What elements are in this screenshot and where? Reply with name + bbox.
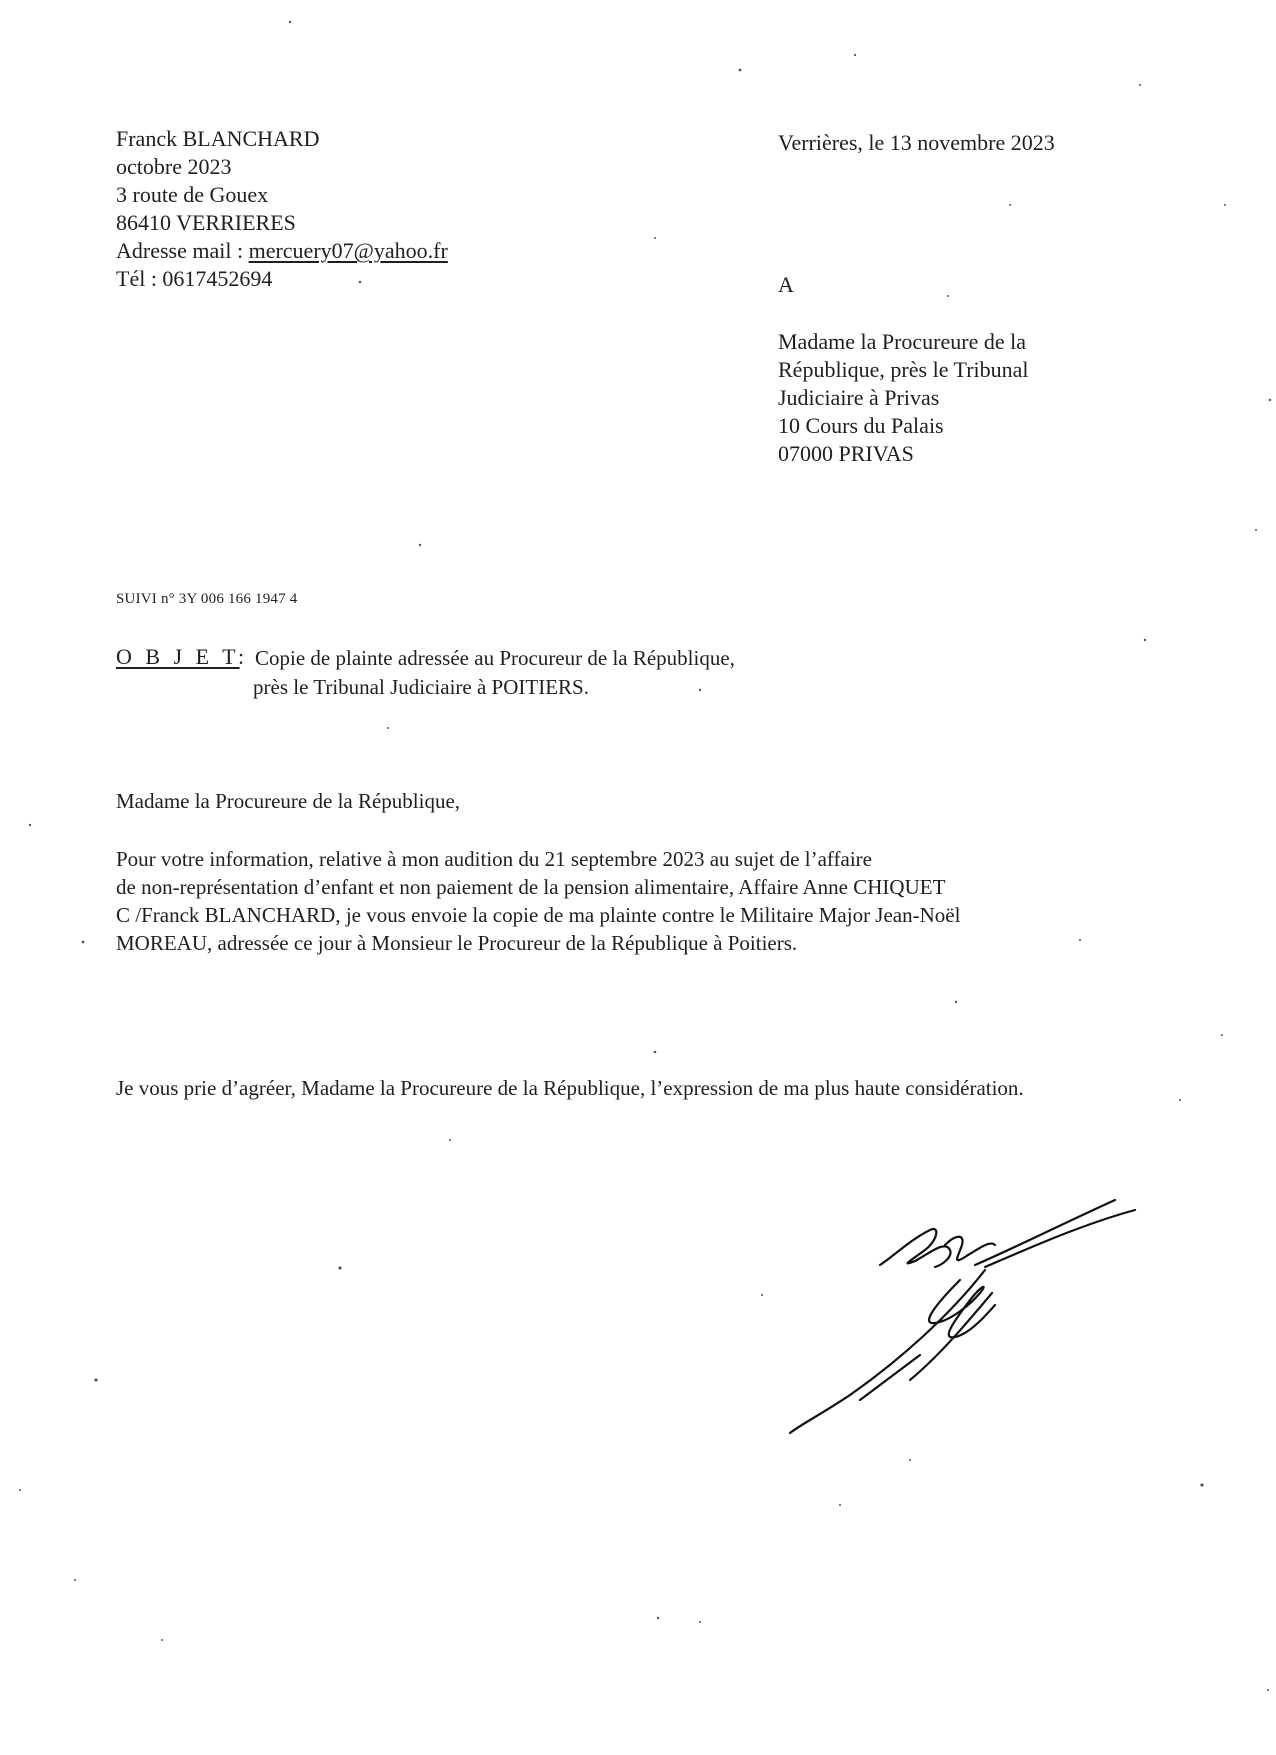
recipient-line: 10 Cours du Palais xyxy=(778,413,944,438)
recipient-line: 07000 PRIVAS xyxy=(778,441,914,466)
sender-phone: Tél : 0617452694 xyxy=(116,266,273,291)
subject-label: O B J E T xyxy=(116,644,240,669)
sender-email-line xyxy=(116,237,448,265)
sender-city: 86410 VERRIERES xyxy=(116,210,296,235)
sender-block xyxy=(116,125,448,293)
recipient-block xyxy=(778,328,1029,468)
sender-street: 3 route de Gouex xyxy=(116,182,269,207)
body-line: de non-représentation d’enfant et non paiement de la pension alimentaire, Affaire Anne CHIQUET xyxy=(116,875,946,899)
subject-line-1: Copie de plainte adressée au Procureur de la République, xyxy=(255,646,735,670)
handwritten-signature xyxy=(760,1195,1140,1435)
body-line: Pour votre information, relative à mon audition du 21 septembre 2023 au sujet de l’affaire xyxy=(116,847,872,871)
salutation: Madame la Procureure de la République, xyxy=(116,789,461,813)
recipient-line: Judiciaire à Privas xyxy=(778,385,940,410)
recipient-line: République, près le Tribunal xyxy=(778,357,1029,382)
body-line: C /Franck BLANCHARD, je vous envoie la copie de ma plainte contre le Militaire Major Jean-Noël xyxy=(116,903,961,927)
tracking-number: SUIVI n° 3Y 006 166 1947 4 xyxy=(116,591,298,607)
subject-line-2: près le Tribunal Judiciaire à POITIERS. xyxy=(253,675,589,699)
body-line: MOREAU, adressée ce jour à Monsieur le Procureur de la République à Poitiers. xyxy=(116,931,798,955)
email-link[interactable]: mercuery07@yahoo.fr xyxy=(248,238,448,263)
email-label: Adresse mail : xyxy=(116,238,249,263)
place-date: Verrières, le 13 novembre 2023 xyxy=(778,130,1055,155)
sender-name: Franck BLANCHARD xyxy=(116,126,320,151)
body-paragraph xyxy=(116,846,960,958)
closing-formula: Je vous prie d’agréer, Madame la Procureure de la République, l’expression de ma plus haute considération. xyxy=(116,1076,1024,1100)
subject-colon: : xyxy=(238,644,245,669)
recipient-line: Madame la Procureure de la xyxy=(778,329,1026,354)
recipient-prefix: A xyxy=(778,272,794,297)
sender-date-line: octobre 2023 xyxy=(116,154,232,179)
